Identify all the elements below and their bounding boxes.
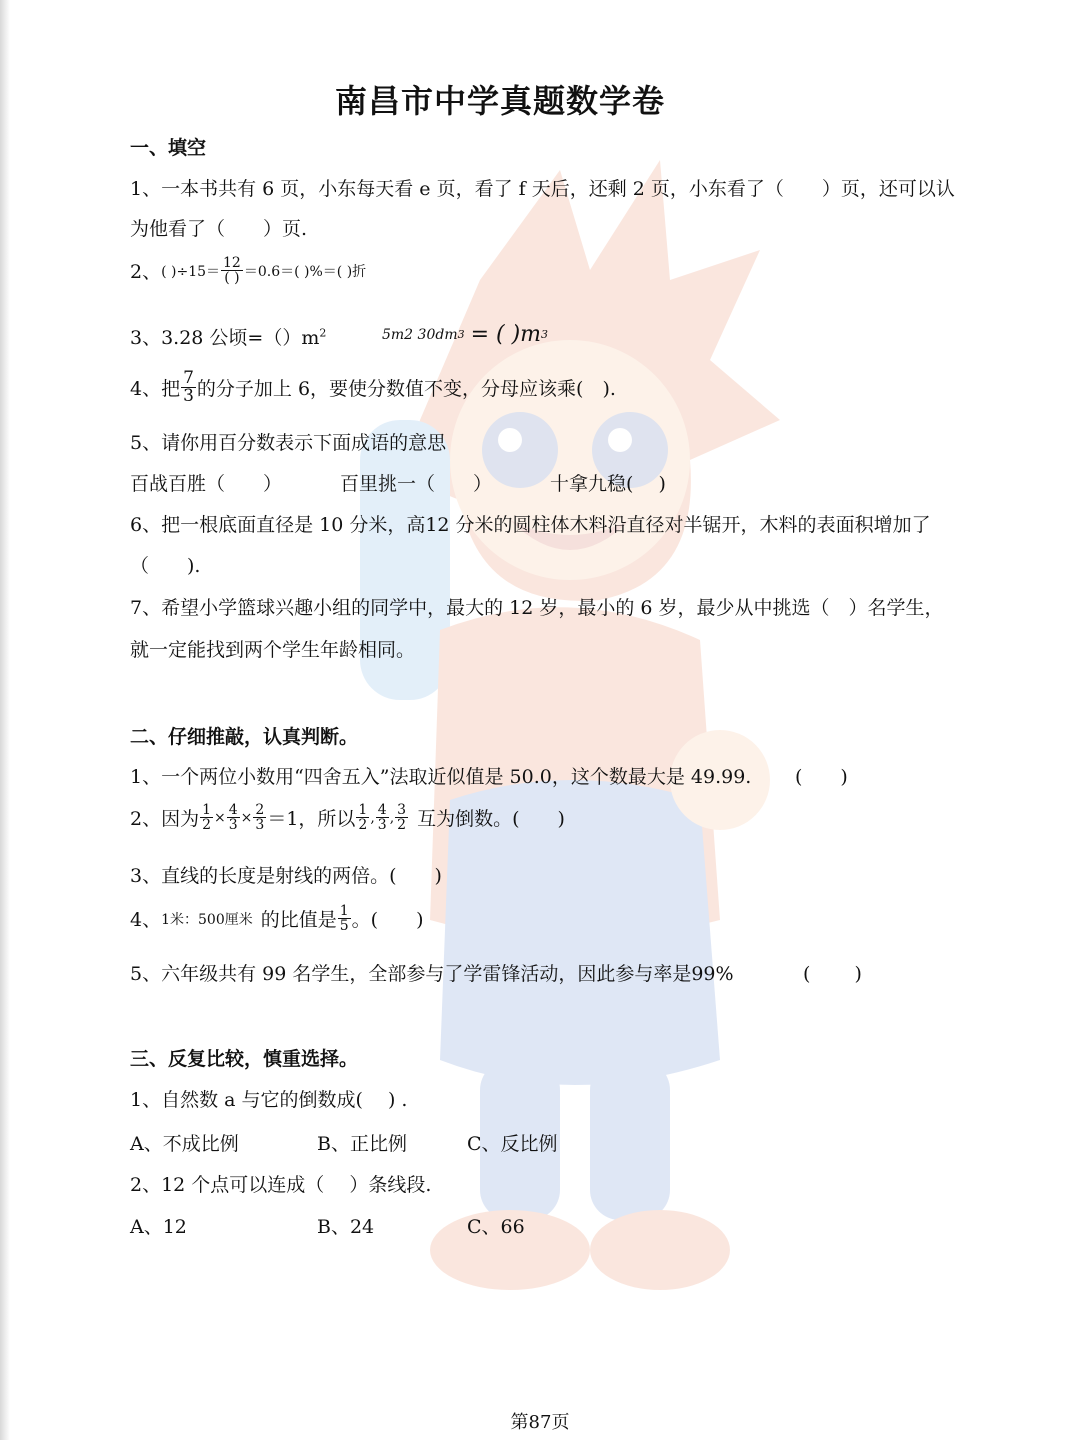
fraction-denominator: 3 xyxy=(377,817,387,833)
s1-question-3-part-b xyxy=(382,322,548,347)
s1-q3-sup-c: 3 xyxy=(541,328,549,341)
s2-question-3: 3、直线的长度是射线的两倍。( ) xyxy=(130,865,442,887)
comma: , xyxy=(389,809,395,826)
times-sign: × xyxy=(214,809,226,826)
times-sign: × xyxy=(240,809,253,826)
fraction-numerator: 7 xyxy=(183,368,194,388)
s1-q5-item-3: 十拿九稳( ) xyxy=(550,473,666,495)
page-title: 南昌市中学真题数学卷 xyxy=(334,82,665,120)
fraction-denominator: 2 xyxy=(358,817,368,833)
s1-q4-fraction xyxy=(181,370,196,405)
fraction-numerator: 12 xyxy=(223,255,241,271)
s1-q4-text-b: 的分子加上 6，要使分数值不变，分母应该乘( ). xyxy=(196,378,616,400)
s1-q2-part-b: ＝0.6＝( )%＝( )折 xyxy=(243,263,367,280)
s1-question-1-line-1: 1、一本书共有 6 页，小东每天看 e 页，看了 f 天后，还剩 2 页，小东看了（ ）页，还可以认 xyxy=(130,178,955,200)
s1-q2-part-a: ( )÷15＝ xyxy=(161,263,221,280)
fraction-denominator: 3 xyxy=(183,386,194,406)
s1-q3-text-b: 5m2 30dm xyxy=(382,326,458,343)
s2-q2-fraction-1 xyxy=(200,803,213,832)
s2-q4-text-c: 。( ) xyxy=(351,909,424,931)
s3-q2-option-a: A、12 xyxy=(130,1216,187,1238)
s1-q5-item-2: 百里挑一（ ） xyxy=(340,473,493,495)
s3-question-2: 2、12 个点可以连成（ ）条线段. xyxy=(130,1174,432,1196)
s1-q5-item-1: 百战百胜（ ） xyxy=(130,473,283,495)
s2-q2-text-c: 互为倒数。( ) xyxy=(417,808,565,830)
page-number: 第87页 xyxy=(510,1412,570,1433)
s3-q1-option-b: B、正比例 xyxy=(317,1133,407,1155)
fraction-numerator: 1 xyxy=(202,802,212,818)
s2-question-4 xyxy=(130,904,424,933)
section-heading-fill-in: 一、填空 xyxy=(130,137,207,159)
fraction-numerator: 1 xyxy=(358,802,368,818)
section-heading-judgement: 二、仔细推敲，认真判断。 xyxy=(130,726,359,748)
s2-q2-fraction-5 xyxy=(376,803,389,832)
s2-question-2 xyxy=(130,803,565,832)
fraction-denominator: 2 xyxy=(397,817,407,833)
s3-q1-option-c: C、反比例 xyxy=(467,1133,558,1155)
fraction-denominator: 3 xyxy=(255,817,265,833)
s1-q2-prefix: 2、 xyxy=(130,261,162,283)
s3-q2-option-c: C、66 xyxy=(467,1216,525,1238)
s2-q2-fraction-3 xyxy=(253,803,266,832)
s1-question-6-line-1: 6、把一根底面直径是 10 分米，高12 分米的圆柱体木料沿直径对半锯开，木料的表面积增加了 xyxy=(130,514,931,536)
fraction-numerator: 2 xyxy=(255,802,265,818)
s3-question-1: 1、自然数 a 与它的倒数成( ) . xyxy=(130,1089,408,1111)
fraction-numerator: 4 xyxy=(377,802,387,818)
s1-question-2 xyxy=(130,256,366,285)
s2-q1-answer-paren: ( ) xyxy=(795,766,848,788)
section-heading-choice: 三、反复比较，慎重选择。 xyxy=(130,1048,359,1070)
fraction-denominator: 2 xyxy=(202,817,212,833)
page-edge-shadow xyxy=(0,0,10,1440)
s1-question-6-line-2: （ ). xyxy=(130,555,201,577)
s2-q2-fraction-2 xyxy=(227,803,240,832)
comma: , xyxy=(370,809,375,826)
fraction-numerator: 1 xyxy=(339,903,349,919)
s2-q4-text-a: 4、 xyxy=(130,909,162,931)
fraction-denominator: 5 xyxy=(339,918,349,934)
s1-question-7-line-2: 就一定能找到两个学生年龄相同。 xyxy=(130,639,416,661)
s1-q3-sup-a: 2 xyxy=(319,326,327,340)
s1-question-5: 5、请你用百分数表示下面成语的意思 xyxy=(130,432,447,454)
s1-q2-fraction xyxy=(221,256,243,285)
s2-question-1: 1、一个两位小数用“四舍五入”法取近似值是 50.0，这个数最大是 49.99. xyxy=(130,766,752,788)
s3-q2-option-b: B、24 xyxy=(317,1216,375,1238)
s1-question-3-part-a xyxy=(130,323,326,350)
s2-q4-fraction xyxy=(338,904,351,933)
s2-q2-text-a: 2、因为 xyxy=(130,808,200,830)
fraction-numerator: 3 xyxy=(397,802,407,818)
s2-q2-fraction-6 xyxy=(395,803,408,832)
s1-q3-sup-b: 3 xyxy=(457,328,465,341)
s2-q2-text-b: ＝1，所以 xyxy=(267,808,356,830)
s2-q4-ratio: 1米：500厘米 xyxy=(161,911,253,928)
s1-q3-text-a: 3、3.28 公顷=（）m xyxy=(130,327,320,349)
s3-q1-option-a: A、不成比例 xyxy=(130,1133,239,1155)
s2-q4-text-b: 的比值是 xyxy=(260,909,337,931)
fraction-denominator: ( ) xyxy=(224,270,240,286)
fraction-numerator: 4 xyxy=(228,802,238,818)
fraction-denominator: 3 xyxy=(228,817,238,833)
s1-question-7-line-1: 7、希望小学篮球兴趣小组的同学中，最大的 12 岁，最小的 6 岁，最少从中挑选（ ）名学生， xyxy=(130,597,944,619)
s1-q4-text-a: 4、把 xyxy=(130,378,181,400)
s1-question-1-line-2: 为他看了（ ）页. xyxy=(130,218,308,240)
s2-q5-answer-paren: ( ) xyxy=(803,963,862,985)
s1-question-4 xyxy=(130,370,616,405)
s2-question-5: 5、六年级共有 99 名学生，全部参与了学雷锋活动，因此参与率是99% xyxy=(130,963,734,985)
s1-q3-text-c: = ( )m xyxy=(470,322,542,347)
s2-q2-fraction-4 xyxy=(356,803,369,832)
